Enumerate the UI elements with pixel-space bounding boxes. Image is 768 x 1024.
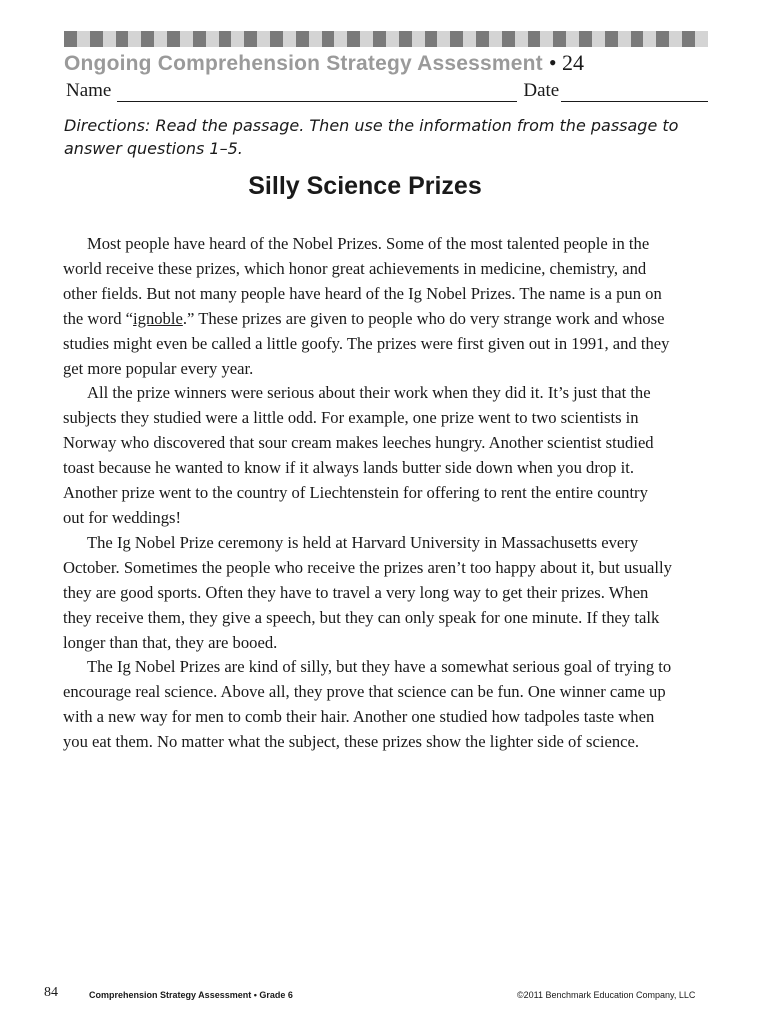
footer-series: Comprehension Strategy Assessment • Grade 6 — [89, 990, 293, 1000]
paragraph-1: Most people have heard of the Nobel Prizes. Some of the most talented people in the world receive these prizes, which honor great achievements in medicine, chemistry, and other fields. But not many people have heard of the Ig Nobel Prizes. The name is a pun on the word “ignoble.” These prizes are given to people who do very strange work and whose studies might even be called a little goofy. The prizes were first given out in 1991, and they get more popular every year. — [63, 234, 670, 378]
directions: Directions: Read the passage. Then use the information from the passage to answer questions 1–5. — [64, 116, 679, 158]
name-label: Name — [66, 80, 112, 101]
header-checker-bar — [64, 31, 708, 47]
paragraph-2: All the prize winners were serious about their work when they did it. It’s just that the subjects they studied were a little odd. For example, one prize went to two scientists in Norway who discovered that sour cream makes leeches hungry. Another scientist studied toast because he wanted to know if it always lands butter side down when you drop it. Another prize went to the country of Liechtenstein for offering to rent the entire country out for weddings! — [63, 383, 654, 527]
name-field[interactable] — [117, 83, 517, 102]
name-date-line — [66, 80, 708, 102]
paragraph-4: The Ig Nobel Prizes are kind of silly, but they have a somewhat serious goal of trying to encourage real science. Above all, they prove that science can be fun. One winner came up with a new way for men to comb their hair. Another one studied how tadpoles taste when you eat them. No matter what the subject, these prizes show the lighter side of science. — [63, 657, 672, 752]
date-label: Date — [523, 80, 560, 101]
assessment-title: Ongoing Comprehension Strategy Assessment — [64, 52, 543, 75]
underlined-word: ignoble — [133, 308, 183, 328]
footer-copyright: ©2011 Benchmark Education Company, LLC — [517, 990, 696, 1000]
date-field[interactable] — [561, 83, 708, 102]
page-number: 84 — [44, 985, 58, 1000]
passage-title: Silly Science Prizes — [248, 172, 482, 200]
paragraph-3: The Ig Nobel Prize ceremony is held at Harvard University in Massachusetts every October. Sometimes the people who receive the prizes aren’t too happy about it, but usually they are good sports. Often they have to travel a very long way to get their prizes. When they receive them, they give a speech, but they can only speak for one minute. If they talk longer than that, they are booed. — [63, 532, 672, 652]
assessment-header — [64, 50, 584, 76]
assessment-number: • 24 — [548, 50, 585, 75]
passage — [63, 232, 673, 755]
